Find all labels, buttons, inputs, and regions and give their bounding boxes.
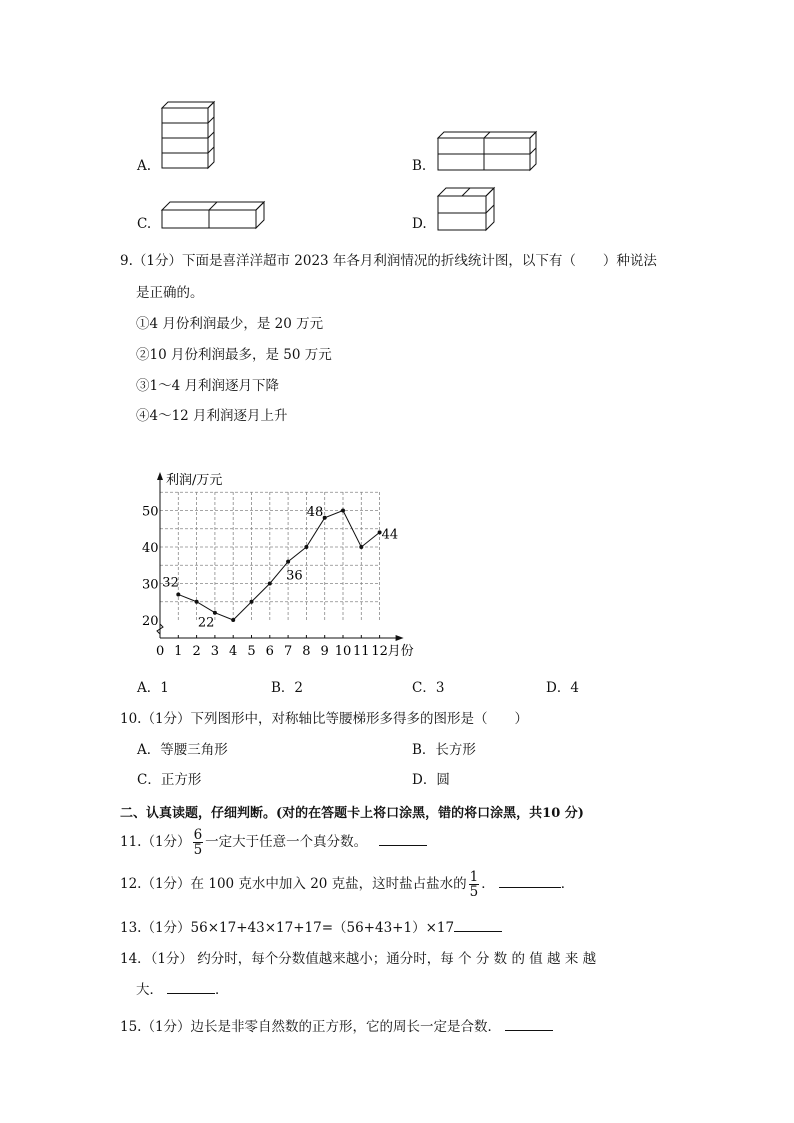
q9-option-c[interactable]: C．3: [412, 680, 445, 696]
q12-prefix: 12.（1分）在 100 克水中加入 20 克盐，这时盐占盐水的: [120, 876, 467, 892]
q11: [120, 828, 427, 857]
y-tick-label: 40: [142, 541, 159, 556]
data-point: [323, 516, 327, 520]
x-tick-label: 5: [247, 644, 256, 659]
q11-fraction: [193, 828, 204, 857]
x-tick-label: 10: [334, 644, 352, 659]
data-point: [231, 618, 235, 622]
q12-answer-blank[interactable]: [499, 875, 561, 888]
q9-statement-3: ③1～4 月利润逐月下降: [136, 378, 279, 394]
data-point: [268, 582, 272, 586]
profit-series-line: [178, 511, 379, 621]
q9-statement-1: ①4 月份利润最少，是 20 万元: [136, 316, 324, 332]
q9-stem-line1: 9.（1分）下面是喜洋洋超市 2023 年各月利润情况的折线统计图，以下有（ ）种说法: [120, 253, 657, 269]
q15-text: 15.（1分）边长是非零自然数的正方形，它的周长一定是合数．: [120, 1019, 502, 1035]
x-tick-label: 2: [192, 644, 201, 659]
data-point: [359, 545, 363, 549]
q11-answer-blank[interactable]: [379, 833, 427, 846]
q12-fraction-numerator: 1: [469, 869, 479, 885]
x-tick-label: 0: [156, 644, 165, 659]
data-label: 36: [286, 568, 303, 584]
q12-fraction: [469, 870, 480, 899]
q13-text: 13.（1分）56×17+43×17+17=（56+43+1）×17: [120, 920, 455, 936]
data-label: 48: [306, 504, 324, 520]
y-tick-label: 50: [142, 504, 159, 520]
q8-option-a-label: A.: [137, 158, 152, 174]
profit-chart-svg: [140, 462, 430, 667]
q11-prefix: 11.（1分）: [120, 834, 191, 850]
y-axis-label: 利润/万元: [166, 473, 223, 488]
data-point: [341, 509, 345, 513]
q15-answer-blank[interactable]: [505, 1018, 553, 1031]
q8-option-a-figure: [160, 100, 216, 172]
y-tick-label: 20: [142, 614, 159, 629]
q13-answer-blank[interactable]: [454, 919, 502, 932]
q8-option-d-label: D.: [412, 216, 427, 232]
y-tick-label: 30: [142, 577, 159, 593]
x-axis-arrow: [396, 635, 404, 641]
y-axis-arrow: [157, 472, 163, 480]
q10-option-d[interactable]: D．圆: [412, 772, 450, 788]
q10-option-a[interactable]: A．等腰三角形: [137, 742, 228, 758]
x-tick-label: 1: [174, 644, 183, 659]
x-tick-label: 7: [283, 644, 293, 659]
q9-option-a[interactable]: A．1: [137, 680, 169, 696]
q8-option-c-figure: [160, 200, 266, 230]
q10-option-c[interactable]: C．正方形: [137, 772, 202, 788]
q11-fraction-denominator: 5: [193, 842, 203, 858]
q9-option-b[interactable]: B．2: [271, 680, 304, 696]
x-tick-label: 12: [371, 644, 388, 659]
q8-option-c-label: C.: [137, 216, 152, 232]
q9-option-d[interactable]: D．4: [546, 680, 579, 696]
data-point: [304, 545, 308, 549]
q14-line2-text: 大．: [136, 982, 163, 998]
q11-fraction-numerator: 6: [193, 827, 203, 843]
q12-suffix: ．: [560, 876, 575, 892]
data-label: 44: [381, 527, 399, 543]
x-tick-label: 4: [229, 644, 238, 659]
data-point: [250, 600, 254, 604]
x-tick-label: 11: [353, 644, 370, 659]
x-axis-unit-label: 月份: [387, 644, 414, 659]
q12-fraction-denominator: 5: [469, 884, 479, 900]
x-tick-label: 3: [210, 644, 220, 659]
q11-suffix: 一定大于任意一个真分数。: [205, 834, 368, 850]
q13: [120, 916, 502, 936]
data-point: [176, 592, 180, 596]
data-label: 32: [162, 575, 179, 591]
section-2-heading: 二、认真读题，仔细判断。(对的在答题卡上将口涂黑，错的将口涂黑，共10 分): [120, 806, 584, 821]
x-tick-label: 6: [265, 644, 274, 659]
q9-statement-4: ④4～12 月利润逐月上升: [136, 408, 288, 424]
data-point: [195, 600, 199, 604]
q9-statement-2: ②10 月份利润最多，是 50 万元: [136, 347, 332, 363]
data-point: [286, 560, 290, 564]
q12: 12.（1分）在 100 克水中加入 20 克盐，这时盐占盐水的 $\frac{1}{5}$ ． ．: [120, 869, 575, 900]
q9-stem-line2: 是正确的。: [136, 285, 204, 301]
x-tick-label: 8: [302, 644, 311, 659]
q14-line2: 大． ．: [136, 982, 229, 998]
q15: [120, 1015, 553, 1035]
data-label: 22: [197, 615, 215, 631]
q10-stem: 10.（1分）下列图形中，对称轴比等腰梯形多得多的图形是（ ）: [120, 711, 529, 727]
q14-answer-blank[interactable]: [167, 981, 215, 994]
q14-line1: 14．（1分） 约分时，每个分数值越来越小；通分时，每 个 分 数 的 值 越 来 越: [120, 951, 597, 967]
data-point: [213, 611, 217, 615]
x-tick-label: 9: [320, 644, 329, 659]
q8-option-d-figure: [436, 186, 496, 232]
q8-option-b-label: B.: [412, 158, 427, 174]
profit-line-chart: [140, 462, 430, 667]
q10-option-b[interactable]: B．长方形: [412, 742, 476, 758]
q8-option-b-figure: [436, 130, 540, 172]
